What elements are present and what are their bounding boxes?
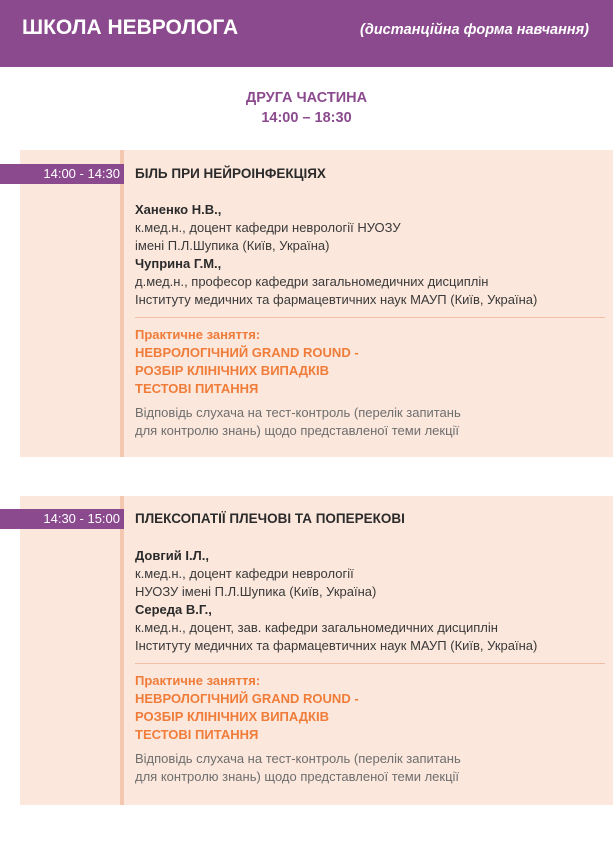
session-topic: ПЛЕКСОПАТІЇ ПЛЕЧОВІ ТА ПОПЕРЕКОВІ <box>135 511 405 526</box>
speaker-detail: к.мед.н., доцент, зав. кафедри загальномедичних дисциплін <box>135 620 498 635</box>
speaker-detail: Інституту медичних та фармацевтичних наук МАУП (Київ, Україна) <box>135 638 538 653</box>
speaker-name: Чуприна Г.М., <box>135 256 222 271</box>
practice-title: ТЕСТОВІ ПИТАННЯ <box>135 727 259 742</box>
divider <box>135 663 605 664</box>
speaker-detail: Інституту медичних та фармацевтичних наук МАУП (Київ, Україна) <box>135 292 538 307</box>
practice-title: РОЗБІР КЛІНІЧНИХ ВИПАДКІВ <box>135 363 329 378</box>
speaker-detail: імені П.Л.Шупика (Київ, Україна) <box>135 238 330 253</box>
divider <box>135 317 605 318</box>
speaker-detail: к.мед.н., доцент кафедри неврології НУОЗУ <box>135 220 401 235</box>
speaker-name: Середа В.Г., <box>135 602 212 617</box>
practice-title: НЕВРОЛОГІЧНИЙ GRAND ROUND - <box>135 691 359 706</box>
session-divider-line <box>120 150 124 457</box>
education-form-subtitle: (дистанційна форма навчання) <box>360 22 589 38</box>
session-time: 14:00 - 14:30 <box>0 164 124 184</box>
header-banner <box>0 0 613 67</box>
speaker-detail: д.мед.н., професор кафедри загальномедичних дисциплін <box>135 274 489 289</box>
part-title: ДРУГА ЧАСТИНА <box>245 90 368 106</box>
practice-note: для контролю знань) щодо представленої теми лекції <box>135 423 460 438</box>
practice-note: для контролю знань) щодо представленої теми лекції <box>135 769 460 784</box>
session-divider-line <box>120 496 124 805</box>
session-topic: БІЛЬ ПРИ НЕЙРОІНФЕКЦІЯХ <box>135 166 326 181</box>
part-time: 14:00 – 18:30 <box>261 110 352 126</box>
practice-label: Практичне заняття: <box>135 327 261 342</box>
practice-title: НЕВРОЛОГІЧНИЙ GRAND ROUND - <box>135 345 359 360</box>
practice-note: Відповідь слухача на тест-контроль (перелік запитань <box>135 405 461 420</box>
practice-title: РОЗБІР КЛІНІЧНИХ ВИПАДКІВ <box>135 709 329 724</box>
speaker-name: Довгий І.Л., <box>135 548 209 563</box>
speaker-detail: к.мед.н., доцент кафедри неврології <box>135 566 354 581</box>
session-content <box>135 547 607 786</box>
speaker-name: Ханенко Н.В., <box>135 202 222 217</box>
practice-label: Практичне заняття: <box>135 673 261 688</box>
practice-note: Відповідь слухача на тест-контроль (перелік запитань <box>135 751 461 766</box>
practice-title: ТЕСТОВІ ПИТАННЯ <box>135 381 259 396</box>
speaker-detail: НУОЗУ імені П.Л.Шупика (Київ, Україна) <box>135 584 377 599</box>
session-time: 14:30 - 15:00 <box>0 509 124 529</box>
session-content <box>135 201 607 440</box>
school-title: ШКОЛА НЕВРОЛОГА <box>22 16 239 39</box>
